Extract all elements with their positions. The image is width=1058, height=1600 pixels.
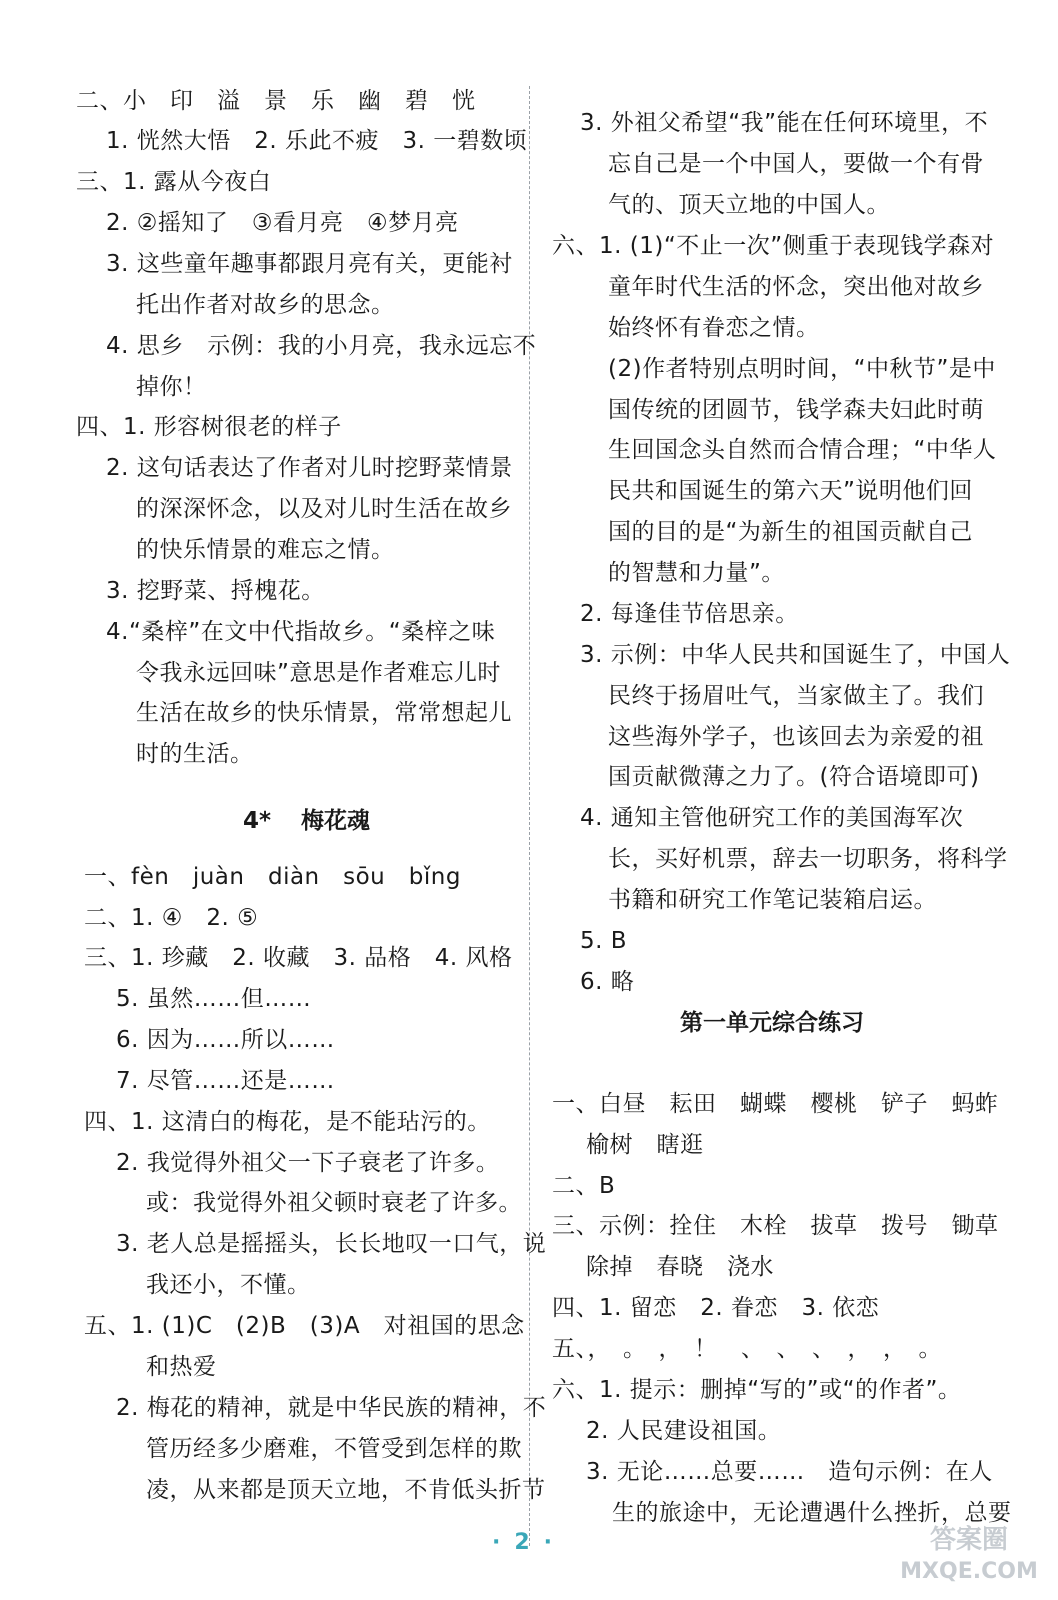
answer-line: 长，买好机票，辞去一切职务，将科学	[608, 846, 1008, 872]
answer-line: 的深深怀念，以及对儿时生活在故乡	[136, 496, 512, 522]
watermark-logo	[894, 1520, 1044, 1586]
answer-line: 2. 每逢佳节倍思亲。	[580, 601, 799, 627]
answer-line: 一、fèn juàn diàn sōu bǐng	[84, 864, 461, 890]
answer-line: 凌，从来都是顶天立地，不肯低头折节	[146, 1477, 546, 1503]
answer-line: 二、B	[552, 1173, 616, 1199]
answer-line: 五、1. (1)C (2)B (3)A 对祖国的思念	[84, 1313, 525, 1339]
answer-line: 三、1. 珍藏 2. 收藏 3. 品格 4. 风格	[84, 945, 513, 971]
answer-line: 生活在故乡的快乐情景，常常想起儿	[136, 700, 512, 726]
answer-line: 始终怀有眷恋之情。	[608, 315, 820, 341]
answer-line: 6. 略	[580, 969, 635, 995]
answer-line: 除掉 春晓 浇水	[586, 1254, 774, 1280]
answer-line: 四、1. 留恋 2. 眷恋 3. 依恋	[552, 1295, 880, 1321]
watermark-bottom-text: MXQE.COM	[900, 1559, 1038, 1584]
answer-line: 4. 通知主管他研究工作的美国海军次	[580, 805, 964, 831]
answer-line: 一、白昼 耘田 蝴蝶 樱桃 铲子 蚂蚱	[552, 1091, 999, 1117]
answer-line: 3. 挖野菜、捋槐花。	[106, 578, 325, 604]
answer-line: 2. 梅花的精神，就是中华民族的精神，不	[116, 1395, 547, 1421]
answer-line: 四、1. 这清白的梅花，是不能玷污的。	[84, 1109, 491, 1135]
answer-line: 3. 外祖父希望“我”能在任何环境里，不	[580, 110, 989, 136]
answer-line: 4. 思乡 示例：我的小月亮，我永远忘不	[106, 333, 537, 359]
answer-line: 3. 示例：中华人民共和国诞生了，中国人	[580, 642, 1011, 668]
answer-line: 4.“桑梓”在文中代指故乡。“桑梓之味	[106, 619, 496, 645]
answer-line: 六、1. 提示：删掉“写的”或“的作者”。	[552, 1377, 962, 1403]
watermark-top-text: 答案圈	[929, 1525, 1009, 1555]
answer-line: 国贡献微薄之力了。(符合语境即可)	[608, 764, 980, 790]
answer-line: 生的旅途中，无论遭遇什么挫折，总要	[612, 1500, 1012, 1526]
answer-line: 3. 老人总是摇摇头，长长地叹一口气，说	[116, 1231, 547, 1257]
answer-line: 民共和国诞生的第六天”说明他们回	[608, 478, 973, 504]
answer-line: 2. 人民建设祖国。	[586, 1418, 782, 1444]
answer-line: 国的目的是“为新生的祖国贡献自己	[608, 519, 973, 545]
answer-line: 5. 虽然……但……	[116, 986, 312, 1012]
answer-line: 2. 我觉得外祖父一下子衰老了许多。	[116, 1150, 500, 1176]
section-title-lesson-4	[243, 802, 370, 835]
answer-line: 四、1. 形容树很老的样子	[76, 414, 342, 440]
answer-line: 2. ②摇知了 ③看月亮 ④梦月亮	[106, 210, 459, 236]
answer-line: 三、1. 露从今夜白	[76, 169, 272, 195]
answer-line: 的快乐情景的难忘之情。	[136, 537, 395, 563]
answer-line: 掉你！	[136, 374, 207, 400]
answer-line: 二、1. ④ 2. ⑤	[84, 905, 259, 931]
answer-line: 令我永远回味”意思是作者难忘儿时	[136, 660, 501, 686]
answer-line: 6. 因为……所以……	[116, 1027, 335, 1053]
answer-line: 榆树 瞎逛	[586, 1132, 704, 1158]
answer-line: 六、1. (1)“不止一次”侧重于表现钱学森对	[552, 233, 995, 259]
answer-line: 民终于扬眉吐气，当家做主了。我们	[608, 683, 984, 709]
answer-line: 生回国念头自然而合情合理；“中华人	[608, 437, 997, 463]
answer-line: 和热爱	[146, 1354, 217, 1380]
answer-line: 书籍和研究工作笔记装箱启运。	[608, 887, 937, 913]
answer-line: 7. 尽管……还是……	[116, 1068, 335, 1094]
answer-line: 管历经多少磨难，不管受到怎样的欺	[146, 1436, 522, 1462]
page-number-value: 2	[514, 1530, 544, 1555]
answer-line: 气的、顶天立地的中国人。	[608, 192, 890, 218]
section-title-unit-review: 第一单元综合练习	[680, 1010, 864, 1036]
answer-line: 时的生活。	[136, 741, 254, 767]
answer-line: 三、示例：拴住 木栓 拔草 拨号 锄草	[552, 1213, 999, 1239]
answer-line: 3. 这些童年趣事都跟月亮有关，更能衬	[106, 251, 513, 277]
page-number: ·2·	[491, 1530, 567, 1555]
answer-line: 或：我觉得外祖父顿时衰老了许多。	[146, 1190, 522, 1216]
lesson-name: 梅花魂	[301, 808, 371, 834]
answer-line: 1. 恍然大悟 2. 乐此不疲 3. 一碧数顷	[106, 128, 528, 154]
answer-line: 2. 这句话表达了作者对儿时挖野菜情景	[106, 455, 513, 481]
answer-line: 国传统的团圆节，钱学森夫妇此时萌	[608, 397, 984, 423]
answer-line: 我还小，不懂。	[146, 1272, 311, 1298]
answer-line: 忘自己是一个中国人，要做一个有骨	[608, 151, 984, 177]
column-divider	[529, 86, 530, 1546]
answer-line: 3. 无论……总要…… 造句示例：在人	[586, 1459, 993, 1485]
answer-line: 的智慧和力量”。	[608, 560, 785, 586]
answer-line: 二、小 印 溢 景 乐 幽 碧 恍	[76, 88, 476, 114]
answer-line: 童年时代生活的怀念，突出他对故乡	[608, 274, 984, 300]
answer-line: (2)作者特别点明时间，“中秋节”是中	[608, 356, 996, 382]
answer-line: 5. B	[580, 928, 628, 954]
answer-line: 这些海外学子，也该回去为亲爱的祖	[608, 724, 984, 750]
lesson-number: 4*	[243, 808, 272, 834]
answer-line: 五、， 。 ， ！ 、 、 、 ， ， 。	[552, 1336, 942, 1362]
answer-line: 托出作者对故乡的思念。	[136, 292, 395, 318]
